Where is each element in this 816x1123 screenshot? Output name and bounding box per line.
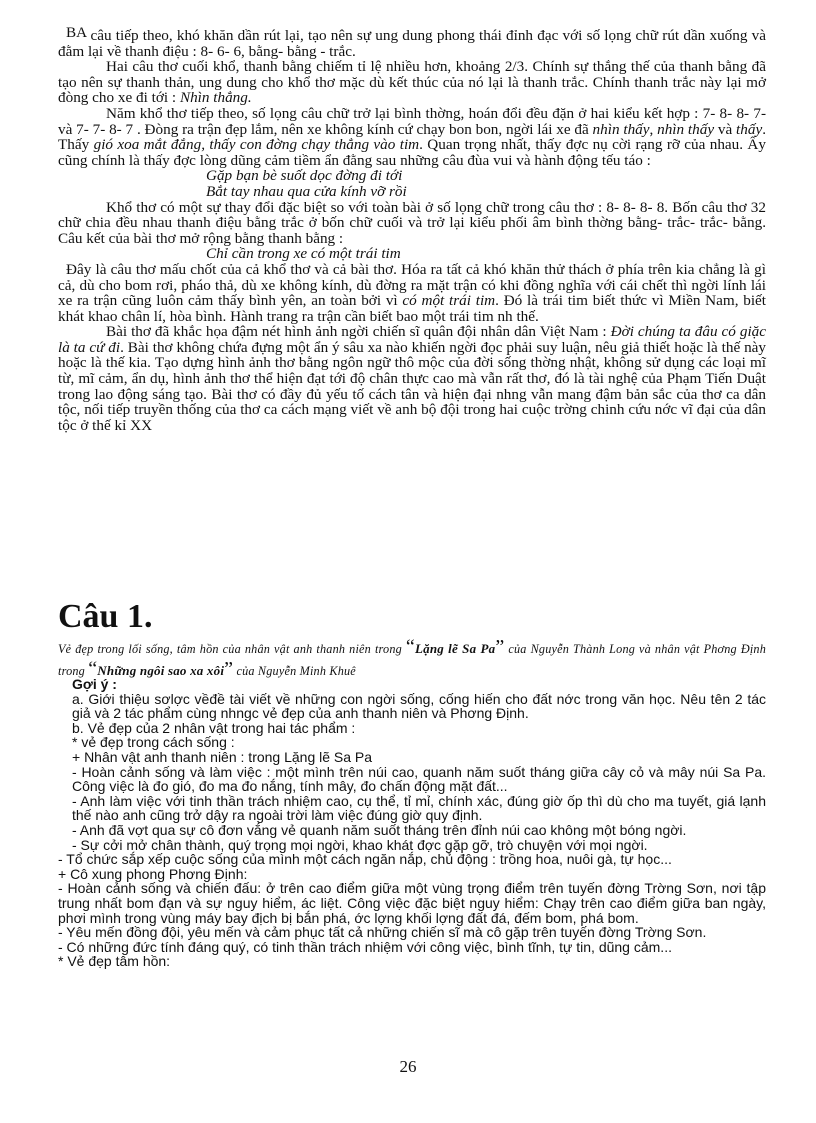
paragraph-lead: BA bbox=[66, 24, 87, 41]
paragraph-text: câu tiếp theo, khó khăn dần rút lại, tạo nên sự ung dung phong thái đỉnh đạc với số lọng chữ rút dần xuống và đằm lại về thanh điệu : 8- 6- 6, bằng- bằng - trắc. bbox=[58, 27, 767, 60]
question-subtitle bbox=[58, 637, 766, 681]
paragraph-text: Năm khổ thơ tiếp theo, số lọng câu chữ trở lại bình thờng, hoán đổi đều đặn ở hai kiểu kết hợp : 7- 8- 8- 7- và 7- 7- 8- 7 . Đòng ra trận đẹp lắm, nên xe không kính cứ chạy bon bon, ngời lái xe đã bbox=[58, 104, 766, 138]
paragraph-text: Bài thơ đã khắc họa đậm nét hình ảnh ngời chiến sĩ quân đội nhân dân Việt Nam : bbox=[106, 323, 607, 341]
close-quote-mark: ” bbox=[224, 658, 234, 680]
open-quote-mark: “ bbox=[405, 636, 415, 658]
italic-quote: Nhìn thẳng. bbox=[179, 89, 252, 107]
open-quote-mark: “ bbox=[88, 658, 98, 680]
poem-quote-line: Chỉ cần trong xe có một trái tim bbox=[206, 245, 401, 263]
essay-paragraph bbox=[58, 324, 766, 433]
paragraph-text: Đây là câu thơ mấu chốt của cả khổ thơ và cả bài thơ. Hóa ra tất cả khó khăn thử thách ở phía trên kia chẳng là gì cả, dù cho bom rơi, pháo thả, dù xe không kính, dù đờng ra mặt trận có khi đồng nghĩa với cái chết thì ngời lính lái xe ra trận cũng luôn cảm thấy bình yên, an toàn bởi vì bbox=[58, 260, 766, 310]
work-title: Lặng lẽ Sa Pa bbox=[415, 641, 496, 656]
hint-line: * Vẻ đẹp tâm hồn: bbox=[58, 953, 171, 970]
hint-line: - Anh làm việc với tinh thần trách nhiệm cao, cụ thể, tỉ mỉ, chính xác, đúng giờ ốp thì dù cho ma tuyết, giá lạnh thế nào anh cũng trở dậy ra ngoài trời làm việc đúng giờ quy định. bbox=[72, 792, 766, 824]
hint-line: * vẻ đẹp trong cách sống : bbox=[72, 734, 235, 751]
work-title: Những ngôi sao xa xôi bbox=[97, 663, 225, 678]
hint-line: - Yêu mến đồng đội, yêu mến và cảm phục tất cả những chiến sĩ mà cô gặp trên tuyến đờng Trờng Sơn. bbox=[58, 924, 707, 941]
italic-quote: gió xoa mắt đắng, thấy con đờng chạy thẳng vào tim bbox=[93, 136, 420, 154]
poem-quote-line: Bắt tay nhau qua cửa kính vỡ rồi bbox=[206, 182, 407, 200]
italic-quote: Đời chúng ta đâu có giặc là ta cứ đi bbox=[58, 323, 766, 356]
hint-line: - Có những đức tính đáng quý, có tinh thần trách nhiệm với công việc, bình tĩnh, tự tin, dũng cảm... bbox=[58, 938, 672, 955]
paragraph-text: . Bài thơ không chứa đựng một ẩn ý sâu xa nào khiến ngời đọc phải suy luận, nêu giả thiết hoặc là thế này hoặc là thế kia. Tạo dựng hình ảnh thơ bằng ngôn ngữ thô mộc của đời sống thờng nhật, không sử dụng các loại mĩ từ, mĩ cảm, ẩn dụ, hình ảnh thơ thể hiện đạt tới độ chân thực cao mà vẫn rất thơ, đó là tài nghệ của Phạm Tiến Duật trong lao động sáng tạo. Bài thơ có đầy đủ yếu tố cách tân và hiện đại nhng vẫn mang đậm bản sắc của thơ ca dân tộc, nối tiếp truyền thống của thơ ca cách mạng viết về anh bộ đội trong hai cuộc trờng chinh cứu nớc vĩ đại của dân tộc ở thế kỉ XX bbox=[58, 338, 766, 434]
italic-quote: nhìn thấy bbox=[657, 120, 715, 138]
paragraph-text: . Đó là trái tim biết thức vì Miền Nam, biết khát khao chân lí, hòa bình. Hành trang ra trận cần biết bao một trái tim nh thế. bbox=[58, 292, 767, 325]
hint-line: - Sự cởi mở chân thành, quý trọng mọi ngời, khao khát đợc gặp gỡ, trò chuyện với mọi ngời. bbox=[72, 836, 648, 853]
italic-quote: thấy bbox=[736, 120, 763, 138]
subtitle-text: Vẻ đẹp trong lối sống, tâm hồn của nhân vật anh thanh niên trong bbox=[58, 642, 402, 656]
punctuation: , bbox=[649, 120, 654, 138]
hints-title: Gợi ý : bbox=[72, 676, 117, 692]
subtitle-text: của Nguyễn Thành Long và nhân vật Phơng Định trong bbox=[58, 642, 766, 678]
italic-quote: nhìn thấy bbox=[592, 120, 650, 138]
poem-quote-line: Gặp bạn bè suốt dọc đờng đi tới bbox=[206, 167, 403, 185]
essay-paragraph bbox=[58, 24, 767, 60]
subtitle-text: của Nguyễn Minh Khuê bbox=[236, 664, 356, 678]
hint-line: - Hoàn cảnh sống và làm việc : một mình trên núi cao, quanh năm suốt tháng giữa cây cỏ và mây núi Sa Pa. Công việc là đo gió, đo ma đo nắng, tính mây, đo chấn động mặt đất... bbox=[72, 763, 766, 795]
hint-line: a. Giới thiệu sơlợc vềđề tài viết về những con ngời sống, cống hiến cho đất nớc trong văn học. Nêu tên 2 tác giả và 2 tác phẩm cùng nhngc vẻ đẹp của anh thanh niên và Phơng Định. bbox=[72, 690, 766, 722]
page-number: 26 bbox=[399, 1057, 417, 1076]
hint-line: - Tổ chức sắp xếp cuộc sống của mình một cách ngăn nắp, chủ động : trồng hoa, nuôi gà, tự học... bbox=[58, 851, 672, 868]
close-quote-mark: ” bbox=[495, 636, 505, 658]
hint-line: + Cô xung phong Phơng Định: bbox=[58, 865, 248, 882]
hint-line: - Anh đã vợt qua sự cô đơn vắng vẻ quanh năm suốt tháng trên đỉnh núi cao không một bóng ngời. bbox=[72, 821, 687, 838]
paragraph-text: . Quan trọng nhất, thấy đợc nụ cời rạng rỡ của nhau. Ấy cũng chính là thấy đợc lòng dũng cảm tiềm ẩn đằng sau những câu đùa vui và hành động tếu táo : bbox=[58, 136, 766, 169]
essay-body bbox=[58, 24, 767, 434]
question-heading: Câu 1. bbox=[58, 598, 153, 635]
hints-section bbox=[58, 677, 766, 969]
paragraph-text: và bbox=[717, 120, 733, 138]
essay-paragraph bbox=[58, 106, 766, 168]
hint-line: b. Vẻ đẹp của 2 nhân vật trong hai tác phẩm : bbox=[72, 719, 356, 736]
hint-line: + Nhân vật anh thanh niên : trong Lặng lẽ Sa Pa bbox=[72, 748, 373, 765]
essay-paragraph bbox=[58, 262, 766, 324]
essay-paragraph: Khổ thơ có một sự thay đổi đặc biệt so với toàn bài ở số lọng chữ trong câu thơ : 8- 8- 8- 8. Bốn câu thơ 32 chữ chia đều nhau thanh điệu bằng trắc ở bốn chữ cuối và trở lại kiểu phối âm bình thờng bằng- trắc- trắc- bằng. Câu kết của bài thơ mở rộng bằng thanh bằng : bbox=[58, 198, 766, 247]
paragraph-text: Hai câu thơ cuối khổ, thanh bằng chiếm tỉ lệ nhiều hơn, khoảng 2/3. Chính sự thắng thế của thanh bằng đã tạo nên sự thanh thản, ung dung cho khổ thơ mặc dù kết thúc của nó lại là thanh trắc. Chính thanh trắc này lại mở đòng cho xe đi tới : bbox=[58, 58, 766, 107]
essay-paragraph bbox=[58, 59, 766, 106]
paragraph-text: . Thấy bbox=[58, 120, 766, 154]
hint-line: - Hoàn cảnh sống và chiến đấu: ở trên cao điểm giữa một vùng trọng điểm trên tuyến đờng Trờng Sơn, nơi tập trung nhất bom đạn và sự nguy hiểm, ác liệt. Công việc đặc biệt nguy hiểm: Chạy trên cao điểm giữa ban ngày, phơi mình trong vùng máy bay địch bị bắn phá, ớc lợng khối lợng đất đá, đếm bom, phá bom. bbox=[58, 880, 766, 926]
italic-quote: có một trái tim bbox=[402, 292, 496, 310]
